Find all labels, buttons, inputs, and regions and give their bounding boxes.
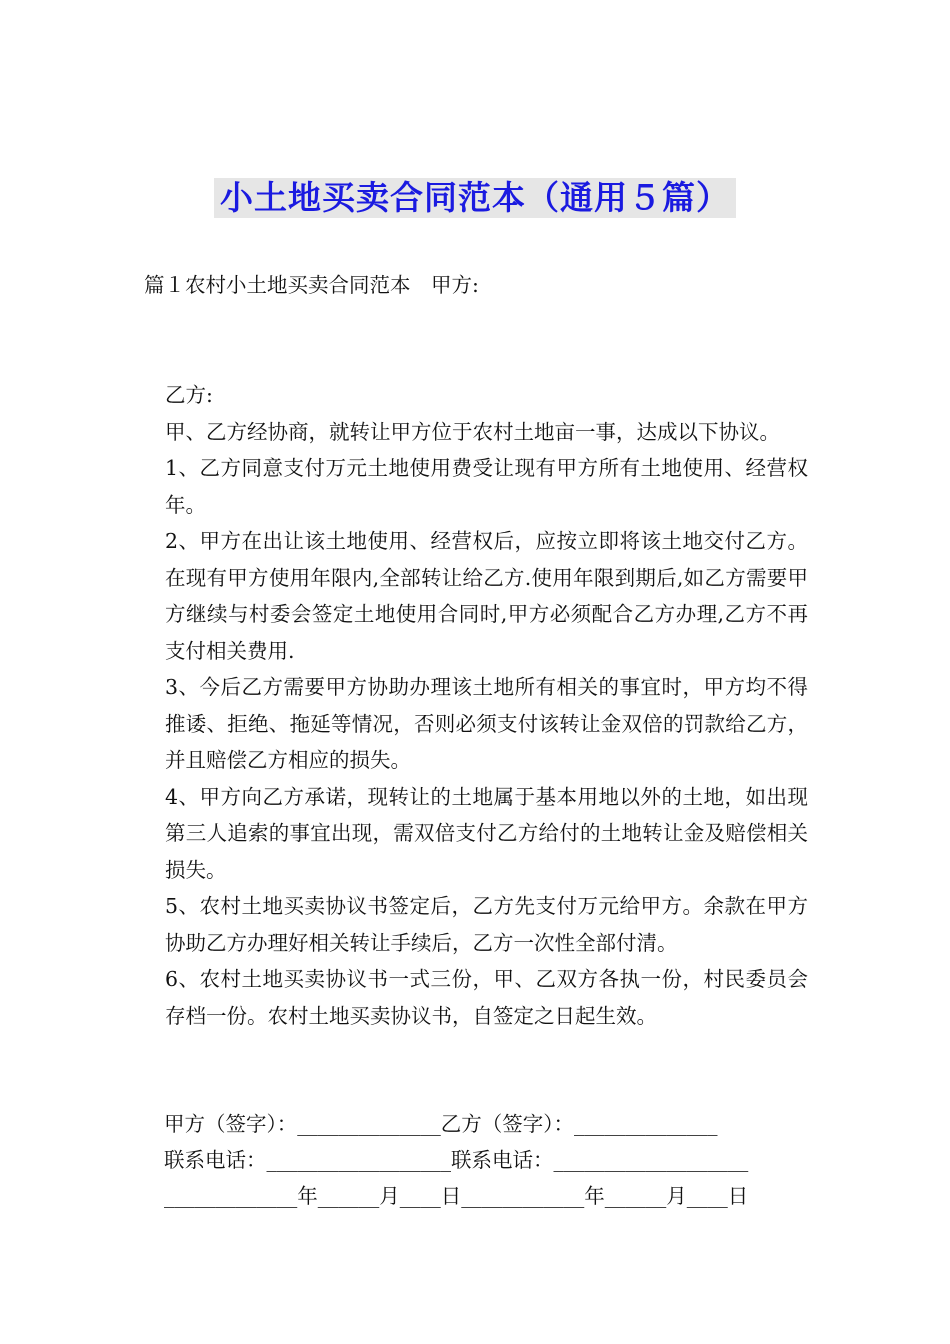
- paragraph-clause-4: 4、甲方向乙方承诺，现转让的土地属于基本用地以外的土地，如出现第三人追索的事宜出现，需双倍支付乙方给付的土地转让金及赔偿相关损失。: [165, 784, 808, 882]
- paragraph-clause-3: 3、今后乙方需要甲方协助办理该土地所有相关的事宜时，甲方均不得推诿、拒绝、拖延等情况，否则必须支付该转让金双倍的罚款给乙方，并且赔偿乙方相应的损失。: [165, 675, 808, 772]
- party-b-label: 乙方:: [165, 383, 213, 407]
- paragraph-clause-6: 6、农村土地买卖协议书一式三份，甲、乙双方各执一份，村民委员会存档一份。农村土地买卖协议书，自签定之日起生效。: [165, 967, 808, 1028]
- signature-line-phone: 联系电话：__________________联系电话：___________________: [164, 1148, 749, 1172]
- paragraph-clause-2: 2、甲方在出让该土地使用、经营权后，应按立即将该土地交付乙方。在现有甲方使用年限内,全部转让给乙方.使用年限到期后,如乙方需要甲方继续与村委会签定土地使用合同时,甲方必须配合乙方办理,乙方不再支付相关费用.: [165, 529, 808, 663]
- document-body: [144, 377, 808, 1034]
- paragraph-intro: 甲、乙方经协商，就转让甲方位于农村土地亩一事，达成以下协议。: [165, 419, 780, 444]
- signature-line-date: _____________年______月____日____________年______月____日: [164, 1184, 749, 1208]
- paragraph-clause-5: 5、农村土地买卖协议书签定后，乙方先支付万元给甲方。余款在甲方协助乙方办理好相关转让手续后，乙方一次性全部付清。: [165, 894, 808, 955]
- title-wrap: [0, 178, 950, 218]
- paragraph-clause-1: 1、乙方同意支付万元土地使用费受让现有甲方所有土地使用、经营权年。: [165, 456, 808, 517]
- document-title: 小土地买卖合同范本（通用５篇）: [214, 178, 736, 218]
- section-heading: 篇１农村小土地买卖合同范本 甲方:: [144, 273, 479, 297]
- signature-line-parties: 甲方（签字）：______________乙方（签字）：______________: [164, 1112, 718, 1136]
